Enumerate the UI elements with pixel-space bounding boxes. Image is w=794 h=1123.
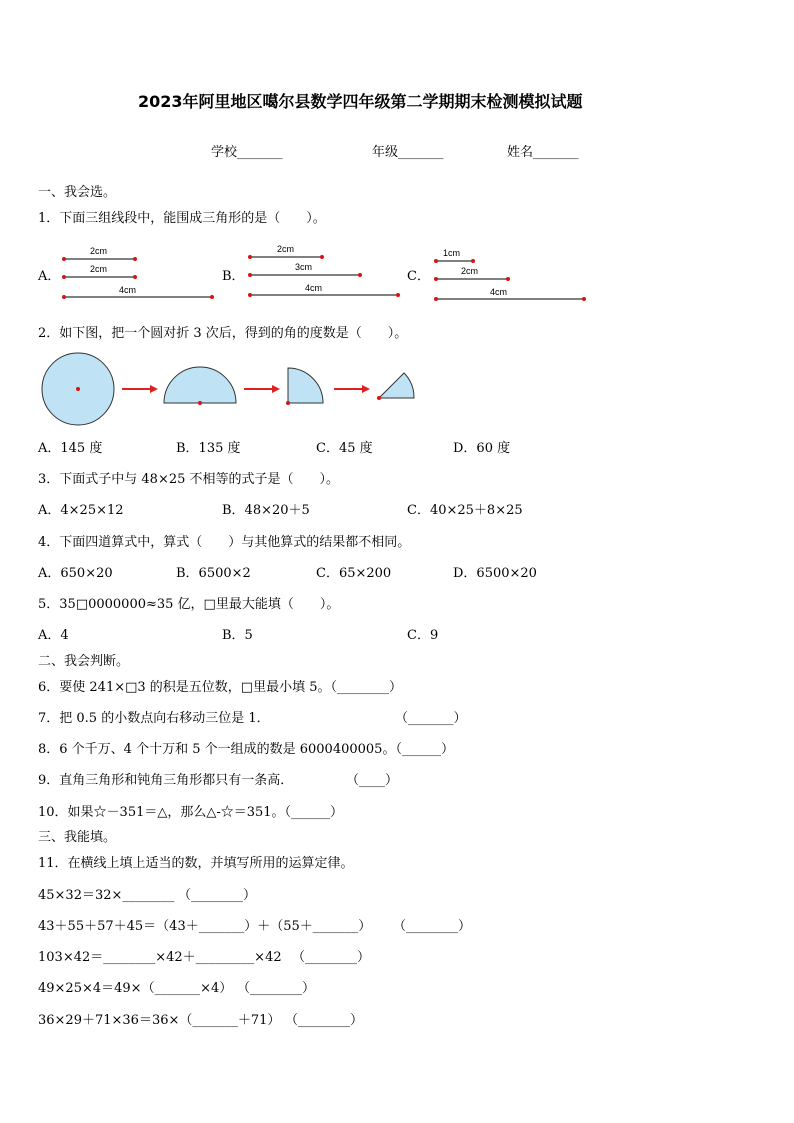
segment-label-a3: 4cm bbox=[119, 285, 137, 295]
q11-line-4-expr: 49×25×4＝49×（_______×4） bbox=[38, 981, 233, 996]
q5-option-b: B．5 bbox=[222, 628, 253, 643]
segment-label-c2: 2cm bbox=[461, 266, 479, 276]
name-field: 姓名_______ bbox=[507, 145, 579, 160]
page-title: 2023年阿里地区噶尔县数学四年级第二学期期末检测模拟试题 bbox=[138, 92, 583, 111]
question-9-blank: （____） bbox=[346, 773, 399, 788]
half-circle bbox=[164, 367, 236, 403]
segment-label-b3: 4cm bbox=[305, 283, 323, 293]
question-4-stem: 4．下面四道算式中，算式（ ）与其他算式的结果都不相同。 bbox=[38, 535, 411, 550]
q1-option-a-label: A． bbox=[38, 269, 61, 284]
question-1-stem: 1．下面三组线段中，能围成三角形的是（ ）。 bbox=[38, 211, 326, 226]
section-heading-1: 一、我会选。 bbox=[38, 185, 117, 200]
q11-line-5-expr: 36×29＋71×36＝36×（_______＋71） bbox=[38, 1013, 281, 1028]
q2-folding-figure bbox=[0, 0, 794, 440]
q4-option-d: D．6500×20 bbox=[453, 566, 537, 581]
q11-line-3-expr: 103×42＝________×42＋_________×42 bbox=[38, 950, 282, 965]
segment-label-a2: 2cm bbox=[90, 264, 108, 274]
question-10: 10．如果☆－351＝△，那么△-☆＝351。（______） bbox=[38, 805, 344, 820]
q3-option-c: C．40×25＋8×25 bbox=[407, 503, 523, 518]
eighth-circle bbox=[379, 373, 414, 398]
q1-option-c-label: C． bbox=[407, 269, 430, 284]
q5-option-a: A．4 bbox=[38, 628, 69, 643]
q2-option-b: B．135 度 bbox=[176, 441, 241, 456]
section-heading-2: 二、我会判断。 bbox=[38, 654, 130, 669]
question-6: 6．要使 241×□3 的积是五位数，□里最小填 5。（________） bbox=[38, 680, 402, 695]
segment-label-c3: 4cm bbox=[490, 287, 508, 297]
q11-line-1-blank: （________） bbox=[178, 888, 257, 903]
question-9-text: 9．直角三角形和钝角三角形都只有一条高． bbox=[38, 773, 294, 788]
q1-option-b-label: B． bbox=[222, 269, 245, 284]
q2-option-a: A．145 度 bbox=[38, 441, 103, 456]
q3-option-a: A．4×25×12 bbox=[38, 503, 124, 518]
q2-option-d: D．60 度 bbox=[453, 441, 511, 456]
segment-label-c1: 1cm bbox=[443, 248, 461, 258]
question-5-stem: 5．35□0000000≈35 亿，□里最大能填（ ）。 bbox=[38, 597, 340, 612]
q11-line-2-blank: （________） bbox=[393, 919, 472, 934]
question-8: 8．6 个千万、4 个十万和 5 个一组成的数是 6000400005。（______） bbox=[38, 742, 454, 757]
arrow-2 bbox=[244, 385, 280, 393]
q11-line-5-blank: （________） bbox=[285, 1013, 364, 1028]
q2-option-c: C．45 度 bbox=[316, 441, 373, 456]
q4-option-c: C．65×200 bbox=[316, 566, 392, 581]
segment-label-b2: 3cm bbox=[295, 262, 313, 272]
q11-line-4-blank: （________） bbox=[237, 981, 316, 996]
segment-label-b1: 2cm bbox=[277, 244, 295, 254]
q11-line-2-expr: 43＋55＋57＋45＝（43＋_______）＋（55＋_______） bbox=[38, 919, 372, 934]
question-2-stem: 2．如下图，把一个圆对折 3 次后，得到的角的度数是（ ）。 bbox=[38, 326, 408, 341]
q4-option-a: A．650×20 bbox=[38, 566, 113, 581]
question-7-blank: （_______） bbox=[395, 711, 467, 726]
question-7-text: 7．把 0.5 的小数点向右移动三位是 1． bbox=[38, 711, 270, 726]
school-field: 学校_______ bbox=[211, 145, 283, 160]
question-11-stem: 11．在横线上填上适当的数，并填写所用的运算定律。 bbox=[38, 856, 354, 871]
question-3-stem: 3．下面式子中与 48×25 不相等的式子是（ ）。 bbox=[38, 472, 340, 487]
section-heading-3: 三、我能填。 bbox=[38, 830, 117, 845]
grade-field: 年级_______ bbox=[372, 145, 444, 160]
quarter-circle bbox=[288, 368, 323, 403]
arrow-3 bbox=[334, 385, 370, 393]
q5-option-c: C．9 bbox=[407, 628, 439, 643]
q4-option-b: B．6500×2 bbox=[176, 566, 251, 581]
segment-label-a1: 2cm bbox=[90, 246, 108, 256]
q3-option-b: B．48×20＋5 bbox=[222, 503, 310, 518]
arrow-1 bbox=[122, 385, 158, 393]
q11-line-1-expr: 45×32＝32×________ bbox=[38, 888, 175, 903]
q11-line-3-blank: （________） bbox=[292, 950, 371, 965]
